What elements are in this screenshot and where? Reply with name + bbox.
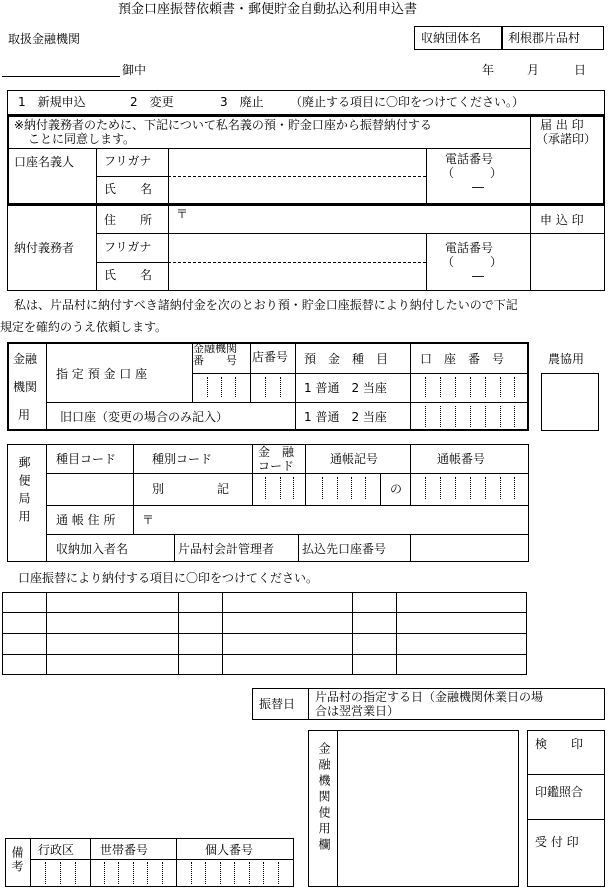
branch-no-label: 店番号 [252,350,289,364]
passbook-address-label: 通 帳 住 所 [56,513,116,527]
nokyo-label: 農協用 [548,352,585,366]
passbook-symbol-label: 通帳記号 [330,452,379,466]
bank-no-label-1: 金融機関 [193,342,237,355]
handling-bank-label: 取扱金融機関 [8,32,81,46]
subscriber-label: 収納加入者名 [56,542,129,556]
option-new[interactable]: 1 新規申込 [18,95,86,109]
option-change[interactable]: 2 変更 [130,95,174,109]
page-title: 預金口座振替依頼書・郵便貯金自動払込利用申込書 [118,2,418,17]
bank-side-1: 金融 [13,352,38,366]
account-no-label: 口 座 番 号 [420,352,505,366]
year-label: 年 [482,63,495,77]
passbook-number-label: 通帳番号 [437,452,486,466]
postal-mark: 〒 [142,513,155,527]
consent-text-2: ことに同意します。 [28,132,136,146]
item-code-label: 種目コード [56,452,117,466]
payer-address-label: 住 所 [104,213,153,227]
holder-name-label: 氏 名 [104,182,153,196]
gochu-label: 御中 [122,63,147,77]
bank-use-box [308,730,519,887]
holder-phone-paren: （ ） [442,166,503,180]
apply-seal-label: 申 込 印 [540,213,584,227]
nokyo-box [541,373,599,431]
bank-side-2: 機関 [13,380,38,394]
options-note: （廃止する項目に〇印をつけてください。） [290,95,525,109]
bank-use-label: 金融機関使用欄 [317,742,331,854]
bank-code-label-1: 金 融 [258,445,295,459]
remarks-label: 備考 [10,846,24,874]
received-stamp-label: 受 付 印 [535,835,579,849]
holder-phone-label: 電話番号 [445,152,494,166]
items-note: 口座振替により納付する項目に〇印をつけてください。 [18,571,319,585]
personal-label: 個人番号 [205,843,254,857]
collector-label: 収納団体名 [421,31,482,45]
payer-phone-dash: ― [472,269,484,283]
deposit-type-options-old[interactable]: 1 普通 2 当座 [304,410,387,424]
bank-side-3: 用 [18,408,31,422]
payer-postal-mark: 〒 [176,207,189,221]
transfer-account-label: 払込先口座番号 [302,542,387,556]
month-label: 月 [527,63,540,77]
transfer-day-label: 振替日 [259,697,296,711]
request-line-2: 規定を確約のうえ依頼します。 [0,320,168,334]
treasurer-label: 片品村会計管理者 [178,542,275,556]
payer-phone-label: 電話番号 [445,241,494,255]
bank-no-label-2: 番 号 [193,354,237,367]
kind-code-label: 種別コード [152,452,213,466]
postal-side-label: 郵便局用 [17,456,31,528]
payer-name-label: 氏 名 [104,268,153,282]
bank-name-line[interactable] [2,76,120,77]
seal-sub-label: （承諾印） [536,132,597,146]
deposit-type-label: 預 金 種 目 [304,352,389,366]
holder-phone-dash: ― [472,180,484,194]
no-label: の [390,482,403,496]
seal-check-label: 印鑑照合 [535,785,584,799]
holder-furigana-label: フリガナ [104,154,152,168]
account-holder-label: 口座名義人 [14,155,75,169]
old-account-label: 旧口座（変更の場合のみ記入） [60,410,229,424]
ki-label: 記 [217,482,230,496]
payer-furigana-label: フリガナ [104,240,152,254]
seal-label: 届 出 印 [540,118,584,132]
bank-code-label-2: コード [258,459,295,473]
option-abolish[interactable]: 3 廃止 [220,95,264,109]
collector-name: 利根郡片品村 [508,31,581,45]
betsu-label: 別 [152,482,165,496]
transfer-day-text-2: 合は翌営業日） [315,704,400,718]
inspect-stamp-label: 検 印 [535,737,584,751]
payer-label: 納付義務者 [14,241,75,255]
consent-text-1: ※納付義務者のために、下記について私名義の預・貯金口座から振替納付する [14,118,432,132]
day-label: 日 [574,63,587,77]
transfer-day-text-1: 片品村の指定する日（金融機関休業日の場 [315,690,544,704]
stamps-box [527,730,605,887]
designated-account-label: 指 定 預 金 口 座 [56,367,148,381]
request-line-1: 私は、片品村に納付すべき諸納付金を次のとおり預・貯金口座振替により納付したいので下記 [14,298,518,312]
household-label: 世帯番号 [100,843,149,857]
district-label: 行政区 [38,843,75,857]
deposit-type-options[interactable]: 1 普通 2 当座 [304,381,387,395]
payer-phone-paren: （ ） [442,255,503,269]
